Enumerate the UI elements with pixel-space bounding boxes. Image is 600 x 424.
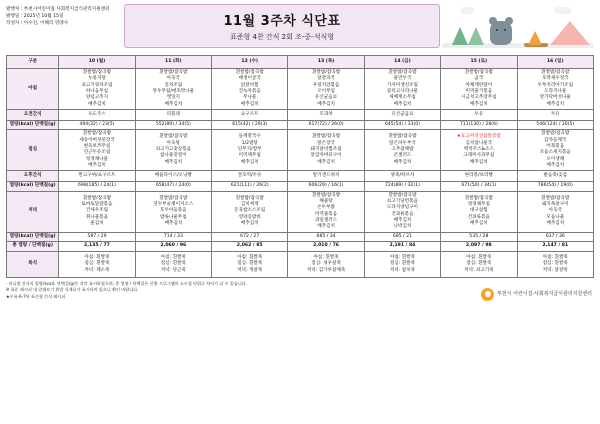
menu-item: 야채계란말이 bbox=[465, 82, 493, 88]
menu-item: 고추잡채밥 bbox=[391, 147, 414, 153]
menu-item: 흰쌀밥/잡곡밥 bbox=[464, 70, 493, 75]
menu-item: 만가닥버섯나물 bbox=[539, 95, 571, 101]
menu-item: 알감자버터구이 bbox=[310, 153, 342, 159]
menu-item: 흰쌀밥/잡곡밥 bbox=[388, 192, 417, 198]
table-row bbox=[7, 171, 594, 182]
column-header-day-2: 12 (수) bbox=[212, 56, 288, 69]
menu-item: 흰쌀밥/잡곡밥 bbox=[235, 70, 264, 75]
cell-아침-4 bbox=[364, 69, 440, 110]
cell-총열량-6: 2,147 / 81 bbox=[517, 241, 593, 251]
menu-item: 영양콩밥비 bbox=[238, 214, 261, 220]
menu-item: 맑은장국 bbox=[317, 140, 335, 146]
menu-item: 점심: 흰쌀죽 bbox=[466, 261, 492, 267]
cell-오후간식-5 bbox=[441, 171, 517, 182]
menu-item: 저녁: 채소죽 bbox=[84, 267, 110, 273]
table-row bbox=[7, 241, 594, 251]
menu-item: 요구르트 bbox=[240, 111, 259, 117]
page-footer bbox=[6, 281, 594, 301]
cell-오후간식-3 bbox=[288, 171, 364, 182]
cell-아침-1 bbox=[135, 69, 211, 110]
menu-item: 흰쌀밥/잡곡밥 bbox=[541, 131, 570, 137]
menu-item: 배추김치 bbox=[317, 159, 335, 165]
table-row bbox=[7, 232, 594, 241]
cell-특이사항-2 bbox=[212, 251, 288, 277]
menu-item: 점심: 흰쌀죽 bbox=[160, 261, 186, 267]
cell-열량-아침-5: 711(130) / 28(6) bbox=[441, 120, 517, 129]
cell-오후간식-0 bbox=[59, 171, 135, 182]
menu-item: 누룽지탕 bbox=[88, 76, 106, 82]
menu-item: 새배재소무침 bbox=[389, 95, 416, 101]
menu-item: 청경채무침 bbox=[467, 202, 490, 208]
row-label-kcal: 열량(kcal) 단백질(g) bbox=[7, 182, 59, 191]
menu-item: 아욱국 bbox=[166, 76, 180, 82]
row-label-0: 아침 bbox=[7, 69, 59, 110]
menu-item: 배추김치 bbox=[164, 221, 183, 227]
menu-item: 흰쌀밥/잡곡밥 bbox=[82, 70, 112, 75]
cell-열량-아침-3: 617(72) / 26(0) bbox=[288, 120, 364, 129]
menu-item: 밤류나물무침 bbox=[160, 214, 187, 220]
menu-item: 청경채나물 bbox=[85, 156, 109, 162]
tree-icon bbox=[468, 27, 484, 45]
menu-item: 딸기샌드위치 bbox=[312, 173, 340, 179]
cell-오전간식-1 bbox=[135, 109, 211, 120]
cell-열량-점심-6: 786(54) / 19(0) bbox=[517, 182, 593, 191]
menu-item: 아침: 흰쌀죽 bbox=[237, 254, 263, 260]
cell-총열량-4: 2,191 / 84 bbox=[364, 241, 440, 251]
organization-name: 부천시 어린이집·사회복지급식관리지원센터 bbox=[497, 291, 592, 298]
cloud-icon bbox=[460, 7, 474, 14]
menu-item: 크래미사과무침 bbox=[463, 153, 495, 159]
menu-item: 아침: 흰쌀죽 bbox=[542, 254, 568, 260]
menu-item: 저녁: 단근죽 bbox=[160, 267, 186, 273]
cell-열량-점심-3: 606(29) / 16(1) bbox=[288, 182, 364, 191]
row-label-kcal: 열량(kcal) 단백질(g) bbox=[7, 232, 59, 241]
cell-아침-5 bbox=[441, 69, 517, 110]
menu-item: 배율라이스/오닝빵 bbox=[154, 173, 192, 179]
menu-item: 단무지/쌈무 bbox=[237, 147, 262, 153]
menu-item: 두유 bbox=[550, 111, 560, 117]
cell-총열량-2: 2,062 / 85 bbox=[212, 241, 288, 251]
column-header-day-1: 11 (화) bbox=[135, 56, 211, 69]
menu-item: 호박새우젓국 bbox=[541, 76, 569, 82]
cloud-icon bbox=[554, 7, 572, 14]
menu-item: 양념고추지 bbox=[85, 95, 109, 101]
menu-item: 연근두유조림 bbox=[83, 150, 111, 156]
cell-점심-3 bbox=[288, 130, 364, 171]
row-label-3: 점심 bbox=[7, 130, 59, 171]
weekly-menu-table bbox=[6, 55, 594, 278]
menu-item: 진녹차볶음 bbox=[238, 88, 261, 94]
tent-icon bbox=[550, 21, 590, 45]
cell-열량-아침-2: 615(42) / 29(3) bbox=[212, 120, 288, 129]
menu-item: 김치참나물국 bbox=[465, 140, 493, 146]
menu-item: 맥적꾸스&소스 bbox=[463, 147, 494, 153]
menu-item: 모과차 bbox=[319, 111, 333, 117]
cell-열량-점심-2: 621(111) / 26(2) bbox=[212, 182, 288, 191]
menu-item: 배추김치 bbox=[88, 162, 106, 168]
menu-item: 배추김치 bbox=[88, 101, 106, 107]
page-title: 11월 3주차 식단표 bbox=[223, 14, 341, 29]
cell-열량-저녁-0: 587 / 29 bbox=[59, 232, 135, 241]
table-row bbox=[7, 69, 594, 110]
menu-item: 흰쌀밥/잡곡밥 bbox=[311, 192, 341, 198]
organization-logo-icon bbox=[481, 288, 494, 301]
menu-item: 흰쌀밥/잡곡밥 bbox=[388, 134, 417, 140]
menu-item: 도라지양념구이 bbox=[386, 205, 418, 211]
issuer-line-0: 발행처 : 부천시어린이집 사회복지급식관리지원센터 bbox=[6, 7, 110, 12]
menu-item: 흰쌀밥/잡곡밥 bbox=[159, 134, 188, 140]
menu-item: 배추김치 bbox=[469, 221, 488, 227]
menu-item: 달걀파국 bbox=[317, 76, 335, 82]
menu-item: 배추김치 bbox=[393, 159, 412, 165]
menu-item: 점심: 흰쌀죽 bbox=[542, 261, 568, 267]
cell-열량-점심-5: 671(50) / 34(1) bbox=[441, 182, 517, 191]
tree-icon bbox=[452, 27, 468, 45]
cell-점심-5 bbox=[441, 130, 517, 171]
cell-열량-저녁-3: 685 / 34 bbox=[288, 232, 364, 241]
cell-오후간식-4 bbox=[364, 171, 440, 182]
menu-item: 배추김치 bbox=[240, 221, 259, 227]
menu-item: 찐고구마/요구르트 bbox=[78, 173, 116, 179]
footnote-list bbox=[6, 281, 247, 301]
menu-item: 뮤우무침/애호박나물 bbox=[152, 88, 195, 94]
cell-오후간식-1 bbox=[135, 171, 211, 182]
menu-item: 연두부＆팽이지소스 bbox=[153, 202, 194, 208]
cell-아침-2 bbox=[212, 69, 288, 110]
menu-item: 시금치고추장무침 bbox=[461, 95, 497, 101]
menu-item: 아욱국 bbox=[548, 208, 562, 214]
cell-아침-6 bbox=[517, 69, 593, 110]
cell-특이사항-3 bbox=[288, 251, 364, 277]
menu-item: 도라지나물 bbox=[544, 88, 567, 94]
cell-오전간식-4 bbox=[364, 109, 440, 120]
cell-특이사항-5 bbox=[441, 251, 517, 277]
cell-점심-4 bbox=[364, 130, 440, 171]
menu-item: 아침: 흰쌀죽 bbox=[389, 254, 416, 260]
cell-열량-점심-4: 724(89) / 32(1) bbox=[364, 182, 440, 191]
camping-illustration bbox=[442, 4, 594, 50]
cell-총열량-1: 2,060 / 96 bbox=[135, 241, 211, 251]
menu-item: 돈육쌈소스조림 bbox=[234, 208, 266, 214]
menu-item: 매생이굴국 bbox=[238, 76, 261, 82]
menu-item: 깻잎지 bbox=[166, 95, 180, 101]
menu-item: 취나물볶음 bbox=[85, 214, 109, 220]
menu-item: 저녁: 김가루참깨죽 bbox=[306, 267, 346, 273]
menu-item: 무나물 bbox=[243, 95, 257, 101]
menu-item: 두유 bbox=[474, 111, 484, 117]
cell-오후간식-2 bbox=[212, 171, 288, 182]
cell-열량-아침-6: 546(124) / 20(5) bbox=[517, 120, 593, 129]
menu-item: 아욱탕 bbox=[166, 140, 180, 146]
row-label-1: 오전간식 bbox=[7, 109, 59, 120]
menu-item: 점심: 흰쌀죽 bbox=[84, 261, 110, 267]
menu-item: 김치찌개 bbox=[240, 202, 259, 208]
menu-item: 쇠고기당면볶음 bbox=[386, 198, 418, 204]
menu-item: 배추김치 bbox=[393, 101, 412, 107]
menu-item: 미역줄기볶음 bbox=[465, 88, 493, 94]
menu-item: 배추김치 bbox=[240, 159, 259, 165]
menu-item: 하나음무침 bbox=[85, 88, 109, 94]
row-label-total: 총 열량 / 단백질(g) bbox=[7, 241, 59, 251]
issuer-info bbox=[6, 4, 124, 27]
menu-item: 꿀호떡/두유 bbox=[237, 173, 262, 179]
cell-오후간식-6 bbox=[517, 171, 593, 182]
menu-item: 쇠고기고춧장볶음 bbox=[155, 147, 192, 153]
table-row bbox=[7, 182, 594, 191]
menu-item: 흰쌀밥/잡곡밥 bbox=[159, 70, 188, 75]
issuer-line-2: 작성자 : 이수진, 이혜리 영양사 bbox=[6, 21, 69, 27]
cell-저녁-0 bbox=[59, 191, 135, 232]
cell-총열량-3: 2,010 / 76 bbox=[288, 241, 364, 251]
menu-item: 우렁지암볶음 bbox=[312, 82, 340, 88]
menu-item: 온두부쯤 bbox=[317, 205, 335, 211]
menu-item: 들깨찰국수 bbox=[238, 134, 261, 140]
footnote-2: ★우유-6-7단 표준형 간식 레시피 bbox=[6, 293, 66, 299]
cell-열량-점심-1: 658(47) / 24(0) bbox=[135, 182, 211, 191]
cell-열량-저녁-4: 685 / 21 bbox=[364, 232, 440, 241]
footnote-1: ※ 표준 레시피 내 알레르기 환발 식재료가 표시되어 있으니 확인 바랍니다. bbox=[6, 287, 139, 293]
menu-item: 배추김치 bbox=[317, 101, 335, 107]
menu-item: 돼지갈비찜조림 bbox=[310, 147, 342, 153]
row-label-4: 오후간식 bbox=[7, 171, 59, 182]
menu-item: 흰쌀밥/잡곡밥 bbox=[82, 131, 112, 137]
menu-item: 미역줄볶음 bbox=[314, 211, 338, 217]
menu-item: 유산균음료 bbox=[314, 95, 338, 101]
cell-열량-저녁-2: 672 / 27 bbox=[212, 232, 288, 241]
menu-item: 포도주스 bbox=[88, 111, 106, 117]
menu-item: 모둠소세지볶음 bbox=[539, 150, 571, 156]
campfire-icon bbox=[528, 31, 542, 45]
row-label-6: 저녁 bbox=[7, 191, 59, 232]
menu-item: 콜록고사리나물 bbox=[386, 88, 418, 94]
menu-item: 흰쌀밥/잡곡밥 bbox=[82, 195, 112, 201]
menu-item: 점심: 새우살죽 bbox=[311, 261, 341, 267]
footnote-0: · 미니별 간식의 열량(kcal), 단백질(g)은 각각 표시하였으며, 총 열량 / 단백질은 산출 프로그램의 소수점 단위로 차이가 날 수 있습니다. bbox=[6, 280, 248, 286]
cell-저녁-6 bbox=[517, 191, 593, 232]
cell-아침-3 bbox=[288, 69, 364, 110]
table-row bbox=[7, 130, 594, 171]
menu-item: 아침: 흰쌀죽 bbox=[160, 254, 186, 260]
menu-item: 감자들깨국 bbox=[544, 137, 567, 143]
page-title-banner bbox=[124, 4, 440, 48]
cell-저녁-4 bbox=[364, 191, 440, 232]
menu-item: 배추김치 bbox=[164, 159, 183, 165]
menu-item: 1/2열탕 bbox=[241, 140, 258, 146]
menu-item: 저녁: 참치죽 bbox=[389, 267, 416, 273]
menu-item: 새송이버섯된장국 bbox=[79, 137, 115, 143]
menu-item: 배추김치 bbox=[469, 159, 488, 165]
menu-item: 흰쌀밥/잡곡밥 bbox=[464, 195, 493, 201]
cell-특이사항-0 bbox=[59, 251, 135, 277]
menu-item: 미역채무침 bbox=[238, 153, 261, 159]
menu-item: 저녁: 개살죽 bbox=[237, 267, 263, 273]
menu-item: 저녁: 쇠고기죽 bbox=[464, 267, 494, 273]
cell-점심-1 bbox=[135, 130, 211, 171]
menu-item: 양죽/허브차 bbox=[390, 173, 415, 179]
cell-저녁-5 bbox=[441, 191, 517, 232]
menu-item: 꽁치조림 bbox=[164, 82, 183, 88]
row-label-9: 특식 bbox=[7, 251, 59, 277]
cell-점심-2 bbox=[212, 130, 288, 171]
menu-item: 흰쌀밥/잡곡밥 bbox=[541, 195, 570, 201]
menu-item: 배추김치 bbox=[546, 101, 565, 107]
menu-item: 발음죽/곶감 bbox=[543, 173, 568, 179]
cell-저녁-3 bbox=[288, 191, 364, 232]
cell-총열량-5: 2,097 / 98 bbox=[441, 241, 517, 251]
menu-item: 오이생채 bbox=[546, 156, 565, 162]
menu-item: 피플래 bbox=[166, 111, 180, 117]
cell-오전간식-3 bbox=[288, 109, 364, 120]
menu-item: 모듬나물 bbox=[546, 214, 565, 220]
column-header-day-5: 15 (토) bbox=[441, 56, 517, 69]
menu-item: 가자미생선조림 bbox=[386, 82, 418, 88]
cell-오전간식-5 bbox=[441, 109, 517, 120]
cell-열량-아침-4: 645(54) / 33(0) bbox=[364, 120, 440, 129]
issuer-line-1: 발행일 : 2025년 10월 15일 bbox=[6, 14, 64, 20]
menu-item: 맑은파두부국 bbox=[389, 140, 416, 146]
menu-item: 배추김치 bbox=[164, 101, 183, 107]
cell-열량-아침-1: 552(89) / 34(5) bbox=[135, 120, 211, 129]
cell-총열량-0: 2,135 / 77 bbox=[59, 241, 135, 251]
cell-점심-6 bbox=[517, 130, 593, 171]
cell-열량-아침-0: 494(32) / 23(5) bbox=[59, 120, 135, 129]
menu-item: 유산균음료 bbox=[391, 111, 414, 117]
menu-item: 배추김치 bbox=[240, 101, 259, 107]
cell-오전간식-6 bbox=[517, 109, 593, 120]
row-label-kcal: 열량(kcal) 단백질(g) bbox=[7, 120, 59, 129]
menu-item: 해물탕 bbox=[319, 198, 333, 204]
cell-저녁-2 bbox=[212, 191, 288, 232]
menu-item: 호두아들볶음 bbox=[160, 208, 187, 214]
cell-아침-0 bbox=[59, 69, 135, 110]
menu-item: 배추김치 bbox=[317, 224, 335, 230]
menu-item: 나박김치 bbox=[393, 224, 412, 230]
cell-오전간식-2 bbox=[212, 109, 288, 120]
menu-item: ★표고버섯진참쌀볶밥 bbox=[456, 134, 501, 140]
table-header-row bbox=[7, 56, 594, 69]
menu-item: 아침: 흰쌀죽 bbox=[313, 254, 339, 260]
table-row bbox=[7, 120, 594, 129]
cell-열량-저녁-5: 535 / 28 bbox=[441, 232, 517, 241]
cell-열량-저녁-1: 714 / 33 bbox=[135, 232, 211, 241]
menu-item: 물만두국 bbox=[393, 76, 412, 82]
column-header-day-4: 14 (금) bbox=[364, 56, 440, 69]
menu-item: 흰쌀밥/잡곡밥 bbox=[541, 70, 570, 75]
menu-item: 콘샐러드 bbox=[393, 153, 412, 159]
menu-item: 배추김치 bbox=[546, 221, 565, 227]
page-header bbox=[6, 4, 594, 52]
menu-item: 돼지목살구이 bbox=[541, 202, 569, 208]
table-row bbox=[7, 251, 594, 277]
menu-item: 변육보쯔무침 bbox=[83, 143, 111, 149]
menu-item: 흰쌀밥/잡곡밥 bbox=[311, 70, 341, 75]
menu-item: 저녁: 달걀죽 bbox=[542, 267, 568, 273]
menu-item: 점심: 흰쌀죽 bbox=[237, 261, 263, 267]
cell-특이사항-6 bbox=[517, 251, 593, 277]
menu-item: 흰쌀밥/잡곡밥 bbox=[159, 195, 188, 201]
cell-저녁-1 bbox=[135, 191, 211, 232]
bear-icon bbox=[490, 21, 512, 45]
menu-item: 토마토달걀볶음 bbox=[81, 202, 113, 208]
menu-item: 어묵볶음 bbox=[546, 143, 565, 149]
menu-item: 점심: 흰쌀죽 bbox=[389, 261, 416, 267]
menu-item: 흰쌀밥/잡곡밥 bbox=[388, 70, 417, 75]
menu-item: 건과류볶음 bbox=[391, 211, 414, 217]
table-row bbox=[7, 109, 594, 120]
cell-열량-저녁-6: 637 / 36 bbox=[517, 232, 593, 241]
menu-item: 아침: 흰쌀죽 bbox=[84, 254, 110, 260]
menu-item: 흰쌀밥/잡곡밥 bbox=[311, 134, 341, 140]
column-header-label: 구분 bbox=[7, 56, 59, 69]
menu-item: 배추김치 bbox=[546, 162, 565, 168]
menu-item: 건새우조림 bbox=[85, 208, 109, 214]
organization-brand bbox=[481, 288, 594, 301]
cell-오전간식-0 bbox=[59, 109, 135, 120]
menu-item: 과일샐러드 bbox=[314, 217, 338, 223]
menu-item: 물김치 bbox=[90, 221, 104, 227]
menu-item: 닭갈비찜 bbox=[240, 82, 259, 88]
menu-item: 오이무침 bbox=[317, 88, 335, 94]
menu-item: 쇠고기양파조림 bbox=[81, 82, 113, 88]
menu-item: 흰쌀밥/잡곡밥 bbox=[235, 195, 264, 201]
menu-item: 배추김치 bbox=[469, 101, 488, 107]
table-row bbox=[7, 191, 594, 232]
menu-item: 두부지리아기조림 bbox=[537, 82, 574, 88]
column-header-day-0: 10 (월) bbox=[59, 56, 135, 69]
column-header-day-3: 13 (목) bbox=[288, 56, 364, 69]
table-body bbox=[7, 69, 594, 278]
menu-item: 건과류볶음 bbox=[467, 214, 490, 220]
menu-item: 곰국 bbox=[474, 76, 484, 82]
menu-item: 대구살찜 bbox=[469, 208, 488, 214]
menu-item: 참나물겉절이 bbox=[160, 153, 187, 159]
menu-item: 아침: 흰쌀죽 bbox=[466, 254, 492, 260]
page-subtitle: 표준형 4찬 간식 2회 조-중-석식형 bbox=[229, 33, 334, 41]
menu-item: 배추김치 bbox=[393, 217, 412, 223]
cell-특이사항-1 bbox=[135, 251, 211, 277]
cell-점심-0 bbox=[59, 130, 135, 171]
column-header-day-6: 16 (일) bbox=[517, 56, 593, 69]
menu-item: 한라봉/보리빵 bbox=[464, 173, 493, 179]
cell-특이사항-4 bbox=[364, 251, 440, 277]
cell-열량-점심-0: 698(185) / 24(1) bbox=[59, 182, 135, 191]
